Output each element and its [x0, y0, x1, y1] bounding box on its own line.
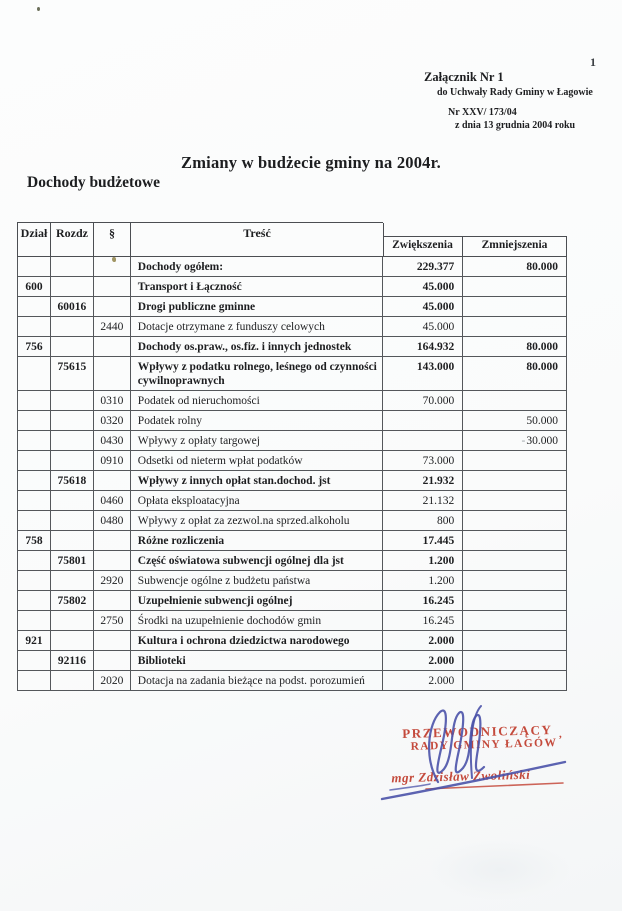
cell-dzial [18, 297, 51, 316]
cell-rozdz: 60016 [51, 297, 94, 316]
cell-zw: 229.377 [383, 257, 463, 276]
table-row [17, 471, 567, 491]
cell-rozdz [51, 337, 94, 356]
table-body [17, 256, 567, 691]
cell-dzial [18, 451, 51, 470]
cell-rozdz [51, 431, 94, 450]
document-title: Zmiany w budżecie gminy na 2004r. [181, 153, 441, 172]
cell-dzial [18, 431, 51, 450]
cell-par: 2440 [94, 317, 131, 336]
cell-dzial: 921 [18, 631, 51, 650]
cell-zm [463, 317, 567, 336]
cell-zw: 2.000 [383, 671, 463, 690]
cell-zm: 80.000 [463, 257, 567, 276]
cell-zm [463, 591, 567, 610]
cell-zm: -30.000 [463, 431, 567, 450]
cell-par [94, 551, 131, 570]
cell-zw: 45.000 [383, 317, 463, 336]
cell-rozdz [51, 411, 94, 430]
cell-zm: 80.000 [463, 357, 567, 390]
table-row [17, 337, 567, 357]
cell-zm [463, 451, 567, 470]
cell-zm [463, 571, 567, 590]
cell-zw: 45.000 [383, 277, 463, 296]
document-subtitle: Dochody budżetowe [27, 174, 161, 191]
cell-tresc: Podatek rolny [131, 411, 384, 430]
table-row [17, 511, 567, 531]
cell-zm [463, 391, 567, 410]
cell-tresc: Dochody ogółem: [131, 257, 384, 276]
table-row [17, 531, 567, 551]
column-header-zwiekszenia: Zwiększenia [383, 237, 463, 257]
attachment-title: Załącznik Nr 1 [424, 70, 504, 84]
cell-tresc: Podatek od nieruchomości [131, 391, 384, 410]
cell-par [94, 651, 131, 670]
cell-rozdz [51, 391, 94, 410]
cell-zw: 45.000 [383, 297, 463, 316]
cell-tresc: Wpływy z innych opłat stan.dochod. jst [131, 471, 384, 490]
attachment-subtitle: do Uchwały Rady Gminy w Łagowie [437, 87, 593, 98]
cell-zw: 16.245 [383, 591, 463, 610]
cell-tresc: Środki na uzupełnienie dochodów gmin [131, 611, 384, 630]
cell-tresc: Wpływy z opłaty targowej [131, 431, 384, 450]
cell-par [94, 591, 131, 610]
cell-par: 0460 [94, 491, 131, 510]
cell-zw: 1.200 [383, 551, 463, 570]
cell-par [94, 297, 131, 316]
cell-dzial [18, 591, 51, 610]
cell-zm: 80.000 [463, 337, 567, 356]
table-row [17, 651, 567, 671]
column-header-tresc: Treść [131, 223, 384, 257]
cell-par: 0310 [94, 391, 131, 410]
table-row [17, 257, 567, 277]
cell-tresc: Drogi publiczne gminne [131, 297, 384, 316]
cell-rozdz [51, 531, 94, 550]
cell-zm [463, 277, 567, 296]
column-header-zmniejszenia: Zmniejszenia [463, 237, 567, 257]
cell-tresc: Różne rozliczenia [131, 531, 384, 550]
table-row [17, 357, 567, 391]
cell-par [94, 277, 131, 296]
cell-dzial [18, 317, 51, 336]
stamp-signatory-name: mgr Zdzisław Zwoliński [391, 766, 531, 786]
cell-par: 0910 [94, 451, 131, 470]
resolution-number: Nr XXV/ 173/04 [448, 107, 517, 118]
cell-dzial [18, 611, 51, 630]
cell-rozdz [51, 611, 94, 630]
cell-dzial: 600 [18, 277, 51, 296]
handwritten-signature-icon [360, 698, 580, 813]
cell-par: 0320 [94, 411, 131, 430]
cell-dzial [18, 511, 51, 530]
table-row [17, 317, 567, 337]
scan-shadow [430, 840, 570, 900]
cell-zw: 2.000 [383, 631, 463, 650]
cell-zm [463, 491, 567, 510]
cell-tresc: Część oświatowa subwencji ogólnej dla jst [131, 551, 384, 570]
page-number: 1 [590, 55, 596, 69]
cell-zw: 16.245 [383, 611, 463, 630]
cell-rozdz [51, 277, 94, 296]
stamp-subtitle: RADY GMINY ŁAGÓW [410, 736, 558, 753]
cell-tresc: Wpływy z podatku rolnego, leśnego od czynności cywilnoprawnych [131, 357, 384, 390]
cell-zw: 164.932 [383, 337, 463, 356]
cell-zw: 800 [383, 511, 463, 530]
cell-par [94, 357, 131, 390]
table-row [17, 451, 567, 471]
cell-zw: 21.132 [383, 491, 463, 510]
cell-zm [463, 297, 567, 316]
table-row [17, 611, 567, 631]
scan-speck [112, 257, 116, 262]
cell-dzial [18, 671, 51, 690]
cell-zm [463, 651, 567, 670]
cell-dzial [18, 357, 51, 390]
cell-rozdz: 75801 [51, 551, 94, 570]
column-header-rozdz: Rozdz [51, 223, 94, 257]
resolution-date: z dnia 13 grudnia 2004 roku [455, 120, 576, 131]
cell-rozdz [51, 317, 94, 336]
cell-par: 2750 [94, 611, 131, 630]
cell-tresc: Dotacja na zadania bieżące na podst. porozumień [131, 671, 384, 690]
cell-rozdz: 92116 [51, 651, 94, 670]
cell-par [94, 531, 131, 550]
cell-par: 2020 [94, 671, 131, 690]
cell-tresc: Biblioteki [131, 651, 384, 670]
column-header-dzial: Dział [18, 223, 51, 257]
cell-par: 0480 [94, 511, 131, 530]
cell-dzial [18, 571, 51, 590]
table-row [17, 491, 567, 511]
cell-par: 0430 [94, 431, 131, 450]
cell-dzial [18, 471, 51, 490]
cell-tresc: Dotacje otrzymane z funduszy celowych [131, 317, 384, 336]
cell-dzial [18, 391, 51, 410]
table-row [17, 571, 567, 591]
stamp-apostrophe-mark: ’ [558, 733, 563, 746]
cell-tresc: Uzupełnienie subwencji ogólnej [131, 591, 384, 610]
cell-zm [463, 631, 567, 650]
table-header [17, 222, 567, 256]
table-row [17, 431, 567, 451]
cell-zw: 17.445 [383, 531, 463, 550]
table-row [17, 551, 567, 571]
cell-rozdz [51, 451, 94, 470]
column-header-paragraf: § [94, 223, 131, 257]
cell-tresc: Subwencje ogólne z budżetu państwa [131, 571, 384, 590]
cell-dzial: 758 [18, 531, 51, 550]
cell-tresc: Transport i Łączność [131, 277, 384, 296]
stamp-title: PRZEWODNICZĄCY [402, 722, 553, 742]
cell-rozdz [51, 671, 94, 690]
cell-zw: 70.000 [383, 391, 463, 410]
cell-rozdz [51, 571, 94, 590]
table-row [17, 671, 567, 691]
cell-rozdz: 75802 [51, 591, 94, 610]
table-row [17, 631, 567, 651]
cell-zw: 2.000 [383, 651, 463, 670]
cell-zm [463, 531, 567, 550]
cell-tresc: Opłata eksploatacyjna [131, 491, 384, 510]
header-right-box [383, 236, 567, 256]
cell-zm [463, 511, 567, 530]
cell-zm [463, 611, 567, 630]
cell-dzial [18, 551, 51, 570]
table-row [17, 411, 567, 431]
cell-tresc: Wpływy z opłat za zezwol.na sprzed.alkoholu [131, 511, 384, 530]
cell-zw: 73.000 [383, 451, 463, 470]
cell-zm [463, 671, 567, 690]
cell-zm [463, 471, 567, 490]
faint-scan-mark: - [521, 434, 526, 447]
cell-dzial [18, 411, 51, 430]
cell-zw: 21.932 [383, 471, 463, 490]
cell-tresc: Dochody os.praw., os.fiz. i innych jednostek [131, 337, 384, 356]
cell-par: 2920 [94, 571, 131, 590]
cell-dzial: 756 [18, 337, 51, 356]
cell-par [94, 337, 131, 356]
cell-zw [383, 411, 463, 430]
cell-rozdz: 75615 [51, 357, 94, 390]
cell-zw: 143.000 [383, 357, 463, 390]
table-row [17, 277, 567, 297]
table-row [17, 591, 567, 611]
table-row [17, 391, 567, 411]
cell-rozdz [51, 511, 94, 530]
cell-zm [463, 551, 567, 570]
header-left-box [17, 222, 383, 256]
cell-par [94, 471, 131, 490]
cell-dzial [18, 491, 51, 510]
cell-zw: 1.200 [383, 571, 463, 590]
cell-rozdz [51, 257, 94, 276]
budget-table [17, 222, 567, 691]
cell-rozdz [51, 631, 94, 650]
cell-zw [383, 431, 463, 450]
cell-rozdz [51, 491, 94, 510]
cell-tresc: Odsetki od nieterm wpłat podatków [131, 451, 384, 470]
cell-par [94, 631, 131, 650]
cell-tresc: Kultura i ochrona dziedzictwa narodowego [131, 631, 384, 650]
cell-rozdz: 75618 [51, 471, 94, 490]
scan-speck [37, 7, 40, 11]
cell-dzial [18, 651, 51, 670]
table-row [17, 297, 567, 317]
cell-dzial [18, 257, 51, 276]
cell-zm: 50.000 [463, 411, 567, 430]
